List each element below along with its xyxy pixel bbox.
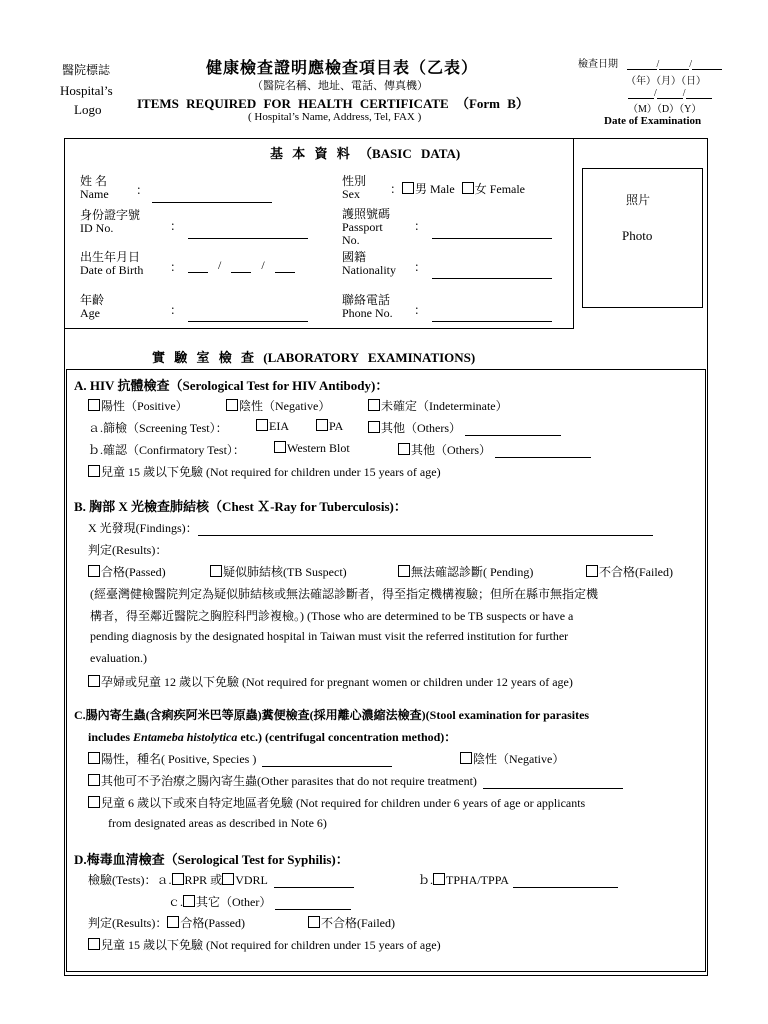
stool-exempt-option: 兒童 6 歲以下或來自特定地區者免驗 (Not required for children under 6 years of age or applicants: [88, 794, 585, 811]
nationality-field[interactable]: [432, 266, 552, 279]
passport-colon: ：: [414, 219, 427, 233]
xray-note-4: evaluation.): [90, 651, 147, 665]
syphilis-other-checkbox[interactable]: [183, 895, 195, 907]
name-label: 姓 名 Name: [80, 174, 109, 201]
date-label-en: Date of Examination: [604, 115, 702, 127]
date-ymd-zh: （年）（月）（日）: [626, 76, 706, 87]
date-ymd-en: （M）（D）（Y）: [628, 104, 702, 115]
hiv-positive-checkbox[interactable]: [88, 399, 100, 411]
name-field[interactable]: [152, 190, 272, 203]
xray-suspect-option: 疑似肺結核(TB Suspect): [210, 563, 347, 580]
section-c-title-2: includes Entameba histolytica etc.) (centrifugal concentration method)：: [88, 730, 457, 744]
syphilis-exempt-checkbox[interactable]: [88, 938, 100, 950]
xray-results-label: 判定(Results)：: [88, 543, 168, 557]
hiv-others1-option: 其他（Others）: [368, 419, 561, 436]
passport-field[interactable]: [432, 226, 552, 239]
id-field[interactable]: [188, 226, 308, 239]
syphilis-other-option: ｃ. 其它（Other）: [168, 893, 351, 910]
dob-colon: ：: [170, 260, 183, 274]
id-label: 身份證字號 ID No.: [80, 208, 141, 235]
name-colon: ：: [136, 183, 149, 197]
phone-field[interactable]: [432, 309, 552, 322]
sex-options: ： 男 Male 女 Female: [390, 182, 526, 196]
stool-positive-checkbox[interactable]: [88, 752, 100, 764]
sex-male-checkbox[interactable]: [402, 182, 414, 194]
title-zh: 健康檢查證明應檢查項目表（乙表）: [206, 60, 479, 77]
syphilis-tests-row: 檢驗(Tests)：ａ. RPR 或 VDRL: [88, 871, 354, 888]
hiv-exempt-checkbox[interactable]: [88, 465, 100, 477]
nationality-colon: ：: [414, 260, 427, 274]
hiv-others1-checkbox[interactable]: [368, 421, 380, 433]
section-c-title-1: C.腸內寄生蟲(含痢疾阿米巴等原蟲)糞便檢查(採用離心濃縮法檢查)(Stool examination for parasites: [74, 708, 590, 722]
stool-other-option: 其他可不予治療之腸內寄生蟲(Other parasites that do not require treatment): [88, 772, 623, 789]
xray-exempt-option: 孕婦或兒童 12 歲以下免驗 (Not required for pregnant women or children under 12 years of age): [88, 673, 573, 690]
syphilis-tpha-option: ｂ. TPHA/TPPA: [418, 871, 618, 888]
xray-passed-checkbox[interactable]: [88, 565, 100, 577]
title-en: ITEMS REQUIRED FOR HEALTH CERTIFICATE （Form B）: [137, 96, 529, 111]
age-label: 年齡 Age: [80, 293, 105, 320]
hiv-eia-option: EIA: [256, 419, 289, 434]
syphilis-failed-option: 不合格(Failed): [308, 914, 395, 931]
basic-data-heading: 基 本 資 料 （BASIC DATA): [270, 146, 461, 161]
hiv-confirm-label: ｂ.確認（Confirmatory Test）：: [88, 443, 245, 457]
lab-heading: 實 驗 室 檢 查 (LABORATORY EXAMINATIONS): [152, 350, 476, 365]
dob-label: 出生年月日 Date of Birth: [80, 250, 144, 277]
phone-label: 聯絡電話 Phone No.: [342, 293, 393, 320]
date-m-field[interactable]: [627, 57, 657, 70]
age-colon: ：: [170, 303, 183, 317]
hiv-others1-field[interactable]: [465, 423, 561, 436]
hiv-indeterminate-option: 未確定（Indeterminate）: [368, 397, 508, 414]
hiv-positive-option: 陽性（Positive）: [88, 397, 188, 414]
stool-positive-option: 陽性，種名( Positive, Species ): [88, 750, 392, 767]
date-label-zh: 檢查日期 / /: [578, 55, 722, 70]
stool-other-field[interactable]: [483, 776, 623, 789]
date-blank-row: / /: [628, 86, 712, 99]
section-b-title: B. 胸部 X 光檢查肺結核（Chest Ｘ-Ray for Tuberculosis)：: [74, 499, 407, 514]
xray-failed-option: 不合格(Failed): [586, 563, 673, 580]
hiv-indeterminate-checkbox[interactable]: [368, 399, 380, 411]
xray-passed-option: 合格(Passed): [88, 563, 166, 580]
stool-other-checkbox[interactable]: [88, 774, 100, 786]
hiv-others2-option: 其他（Others）: [398, 441, 591, 458]
hiv-wb-checkbox[interactable]: [274, 441, 286, 453]
syphilis-passed-checkbox[interactable]: [167, 916, 179, 928]
stool-negative-checkbox[interactable]: [460, 752, 472, 764]
photo-label-zh: 照片: [626, 193, 651, 207]
hiv-wb-option: Western Blot: [274, 441, 350, 456]
stool-exempt-line-2: from designated areas as described in Note 6): [108, 816, 327, 830]
hiv-eia-checkbox[interactable]: [256, 419, 268, 431]
hiv-pa-checkbox[interactable]: [316, 419, 328, 431]
stool-negative-option: 陰性（Negative）: [460, 750, 564, 767]
sex-female-checkbox[interactable]: [462, 182, 474, 194]
xray-note-2: 構者，得至鄰近醫院之胸腔科門診複檢。) (Those who are determined to be TB suspects or have a: [90, 609, 574, 623]
date-d-field[interactable]: [659, 57, 689, 70]
sex-label: 性別 Sex: [342, 174, 367, 201]
stool-exempt-checkbox[interactable]: [88, 796, 100, 808]
section-d-title: D.梅毒血清檢查（Serological Test for Syphilis)：: [74, 852, 349, 867]
syphilis-vdrl-field[interactable]: [274, 875, 354, 888]
xray-failed-checkbox[interactable]: [586, 565, 598, 577]
syphilis-vdrl-checkbox[interactable]: [222, 873, 234, 885]
syphilis-rpr-checkbox[interactable]: [172, 873, 184, 885]
xray-findings-field[interactable]: [198, 523, 653, 536]
date-y-field[interactable]: [692, 57, 722, 70]
nationality-label: 國籍 Nationality: [342, 250, 396, 277]
hiv-pa-option: PA: [316, 419, 343, 434]
dob-field[interactable]: / /: [188, 258, 295, 273]
hiv-others2-field[interactable]: [495, 445, 591, 458]
syphilis-failed-checkbox[interactable]: [308, 916, 320, 928]
syphilis-other-field[interactable]: [275, 897, 351, 910]
xray-pending-option: 無法確認診斷( Pending): [398, 563, 533, 580]
id-colon: ：: [170, 219, 183, 233]
photo-label-en: Photo: [622, 228, 653, 243]
syphilis-tpha-checkbox[interactable]: [433, 873, 445, 885]
xray-note-1: (經臺灣健檢醫院判定為疑似肺結核或無法確認診斷者，得至指定機構複驗；但所在縣市無指定機: [90, 587, 598, 601]
xray-pending-checkbox[interactable]: [398, 565, 410, 577]
subtitle-zh: （醫院名稱、地址、電話、傳真機）: [252, 80, 428, 92]
section-a-title: A. HIV 抗體檢查（Serological Test for HIV Antibody)：: [74, 378, 389, 393]
syphilis-results-row: 判定(Results)： 合格(Passed): [88, 916, 246, 930]
logo-zh: 醫院標誌: [62, 63, 111, 77]
syphilis-exempt-option: 兒童 15 歲以下免驗 (Not required for children under 15 years of age): [88, 936, 441, 953]
xray-exempt-checkbox[interactable]: [88, 675, 100, 687]
age-field[interactable]: [188, 309, 308, 322]
stool-species-field[interactable]: [262, 754, 392, 767]
logo-en-2: Logo: [74, 102, 102, 117]
hiv-exempt-option: 兒童 15 歲以下免驗 (Not required for children under 15 years of age): [88, 463, 441, 480]
xray-note-3: pending diagnosis by the designated hospital in Taiwan must visit the referred institution for further: [90, 629, 569, 643]
hiv-negative-checkbox[interactable]: [226, 399, 238, 411]
passport-label: 護照號碼 Passport No.: [342, 207, 391, 247]
phone-colon: ：: [414, 303, 427, 317]
xray-findings: X 光發現(Findings)：: [88, 519, 653, 536]
hiv-negative-option: 陰性（Negative）: [226, 397, 330, 414]
hiv-screening-label: ａ.篩檢（Screening Test）：: [88, 421, 228, 435]
subtitle-en: ( Hospital’s Name, Address, Tel, FAX ): [248, 111, 422, 123]
hiv-others2-checkbox[interactable]: [398, 443, 410, 455]
logo-en-1: Hospital’s: [60, 83, 113, 98]
xray-suspect-checkbox[interactable]: [210, 565, 222, 577]
syphilis-tpha-field[interactable]: [513, 875, 618, 888]
